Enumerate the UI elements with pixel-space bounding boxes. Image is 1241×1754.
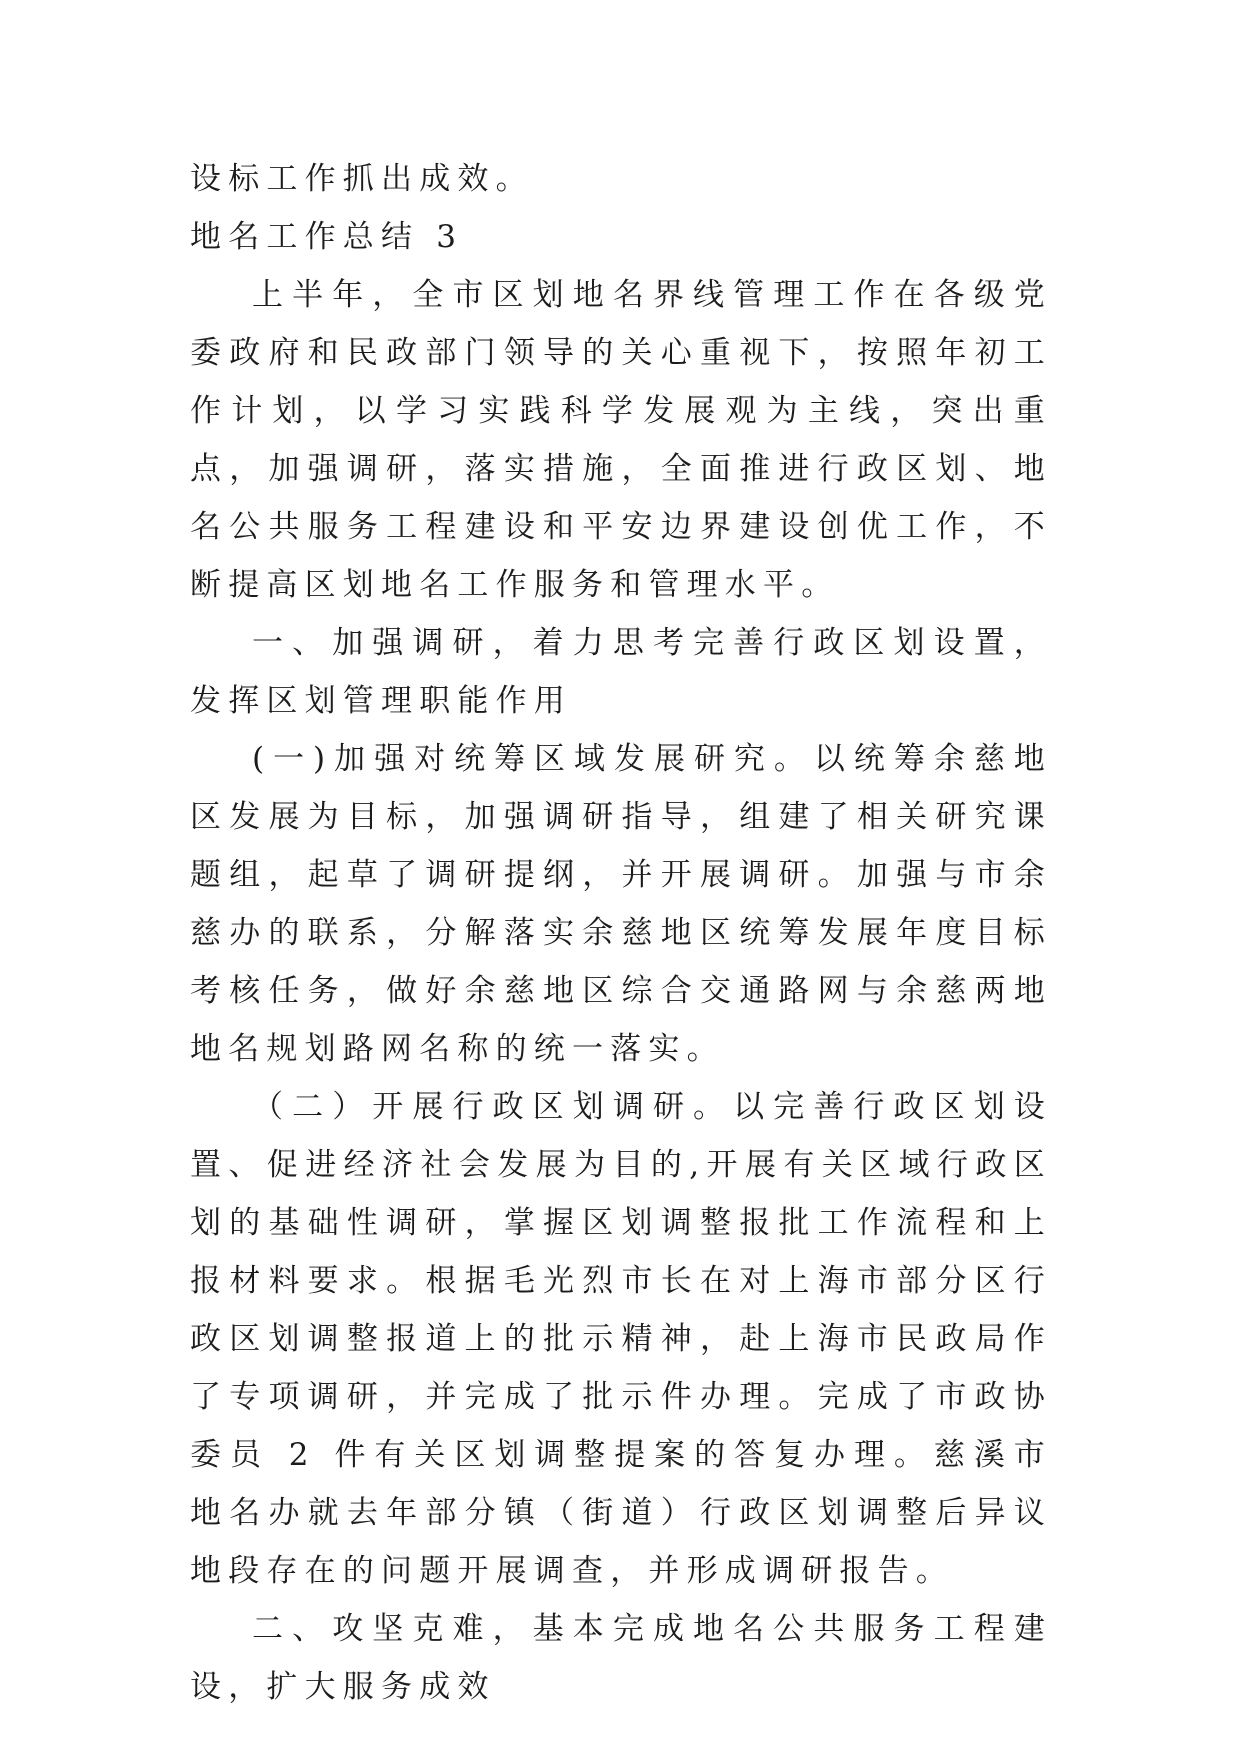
heading-one: 一、加强调研，着力思考完善行政区划设置，发挥区划管理职能作用 [190, 625, 1052, 719]
intro-paragraph: 上半年，全市区划地名界线管理工作在各级党委政府和民政部门领导的关心重视下，按照年初工作计划，以学习实践科学发展观为主线，突出重点，加强调研，落实措施，全面推进行政区划、地名公共服务工程建设和平安边界建设创优工作，不断提高区划地名工作服务和管理水平。 [190, 277, 1052, 603]
subsection-one-paragraph: (一)加强对统筹区域发展研究。以统筹余慈地区发展为目标，加强调研指导，组建了相关研究课题组，起草了调研提纲，并开展调研。加强与市余慈办的联系，分解落实余慈地区统筹发展年度目标考核任务，做好余慈地区综合交通路网与余慈两地地名规划路网名称的统一落实。 [190, 741, 1052, 1067]
document-page [190, 150, 1052, 1716]
section-title: 地名工作总结 3 [190, 219, 464, 255]
heading-two: 二、攻坚克难，基本完成地名公共服务工程建设，扩大服务成效 [190, 1611, 1052, 1705]
subsection-two-paragraph: （二）开展行政区划调研。以完善行政区划设置、促进经济社会发展为目的,开展有关区域行政区划的基础性调研，掌握区划调整报批工作流程和上报材料要求。根据毛光烈市长在对上海市部分区行政区划调整报道上的批示精神，赴上海市民政局作了专项调研，并完成了批示件办理。完成了市政协委员 2 件有关区划调整提案的答复办理。慈溪市地名办就去年部分镇（街道）行政区划调整后异议地段存在的问题开展调查，并形成调研报告。 [190, 1089, 1052, 1589]
continuation-line: 设标工作抓出成效。 [190, 161, 534, 197]
